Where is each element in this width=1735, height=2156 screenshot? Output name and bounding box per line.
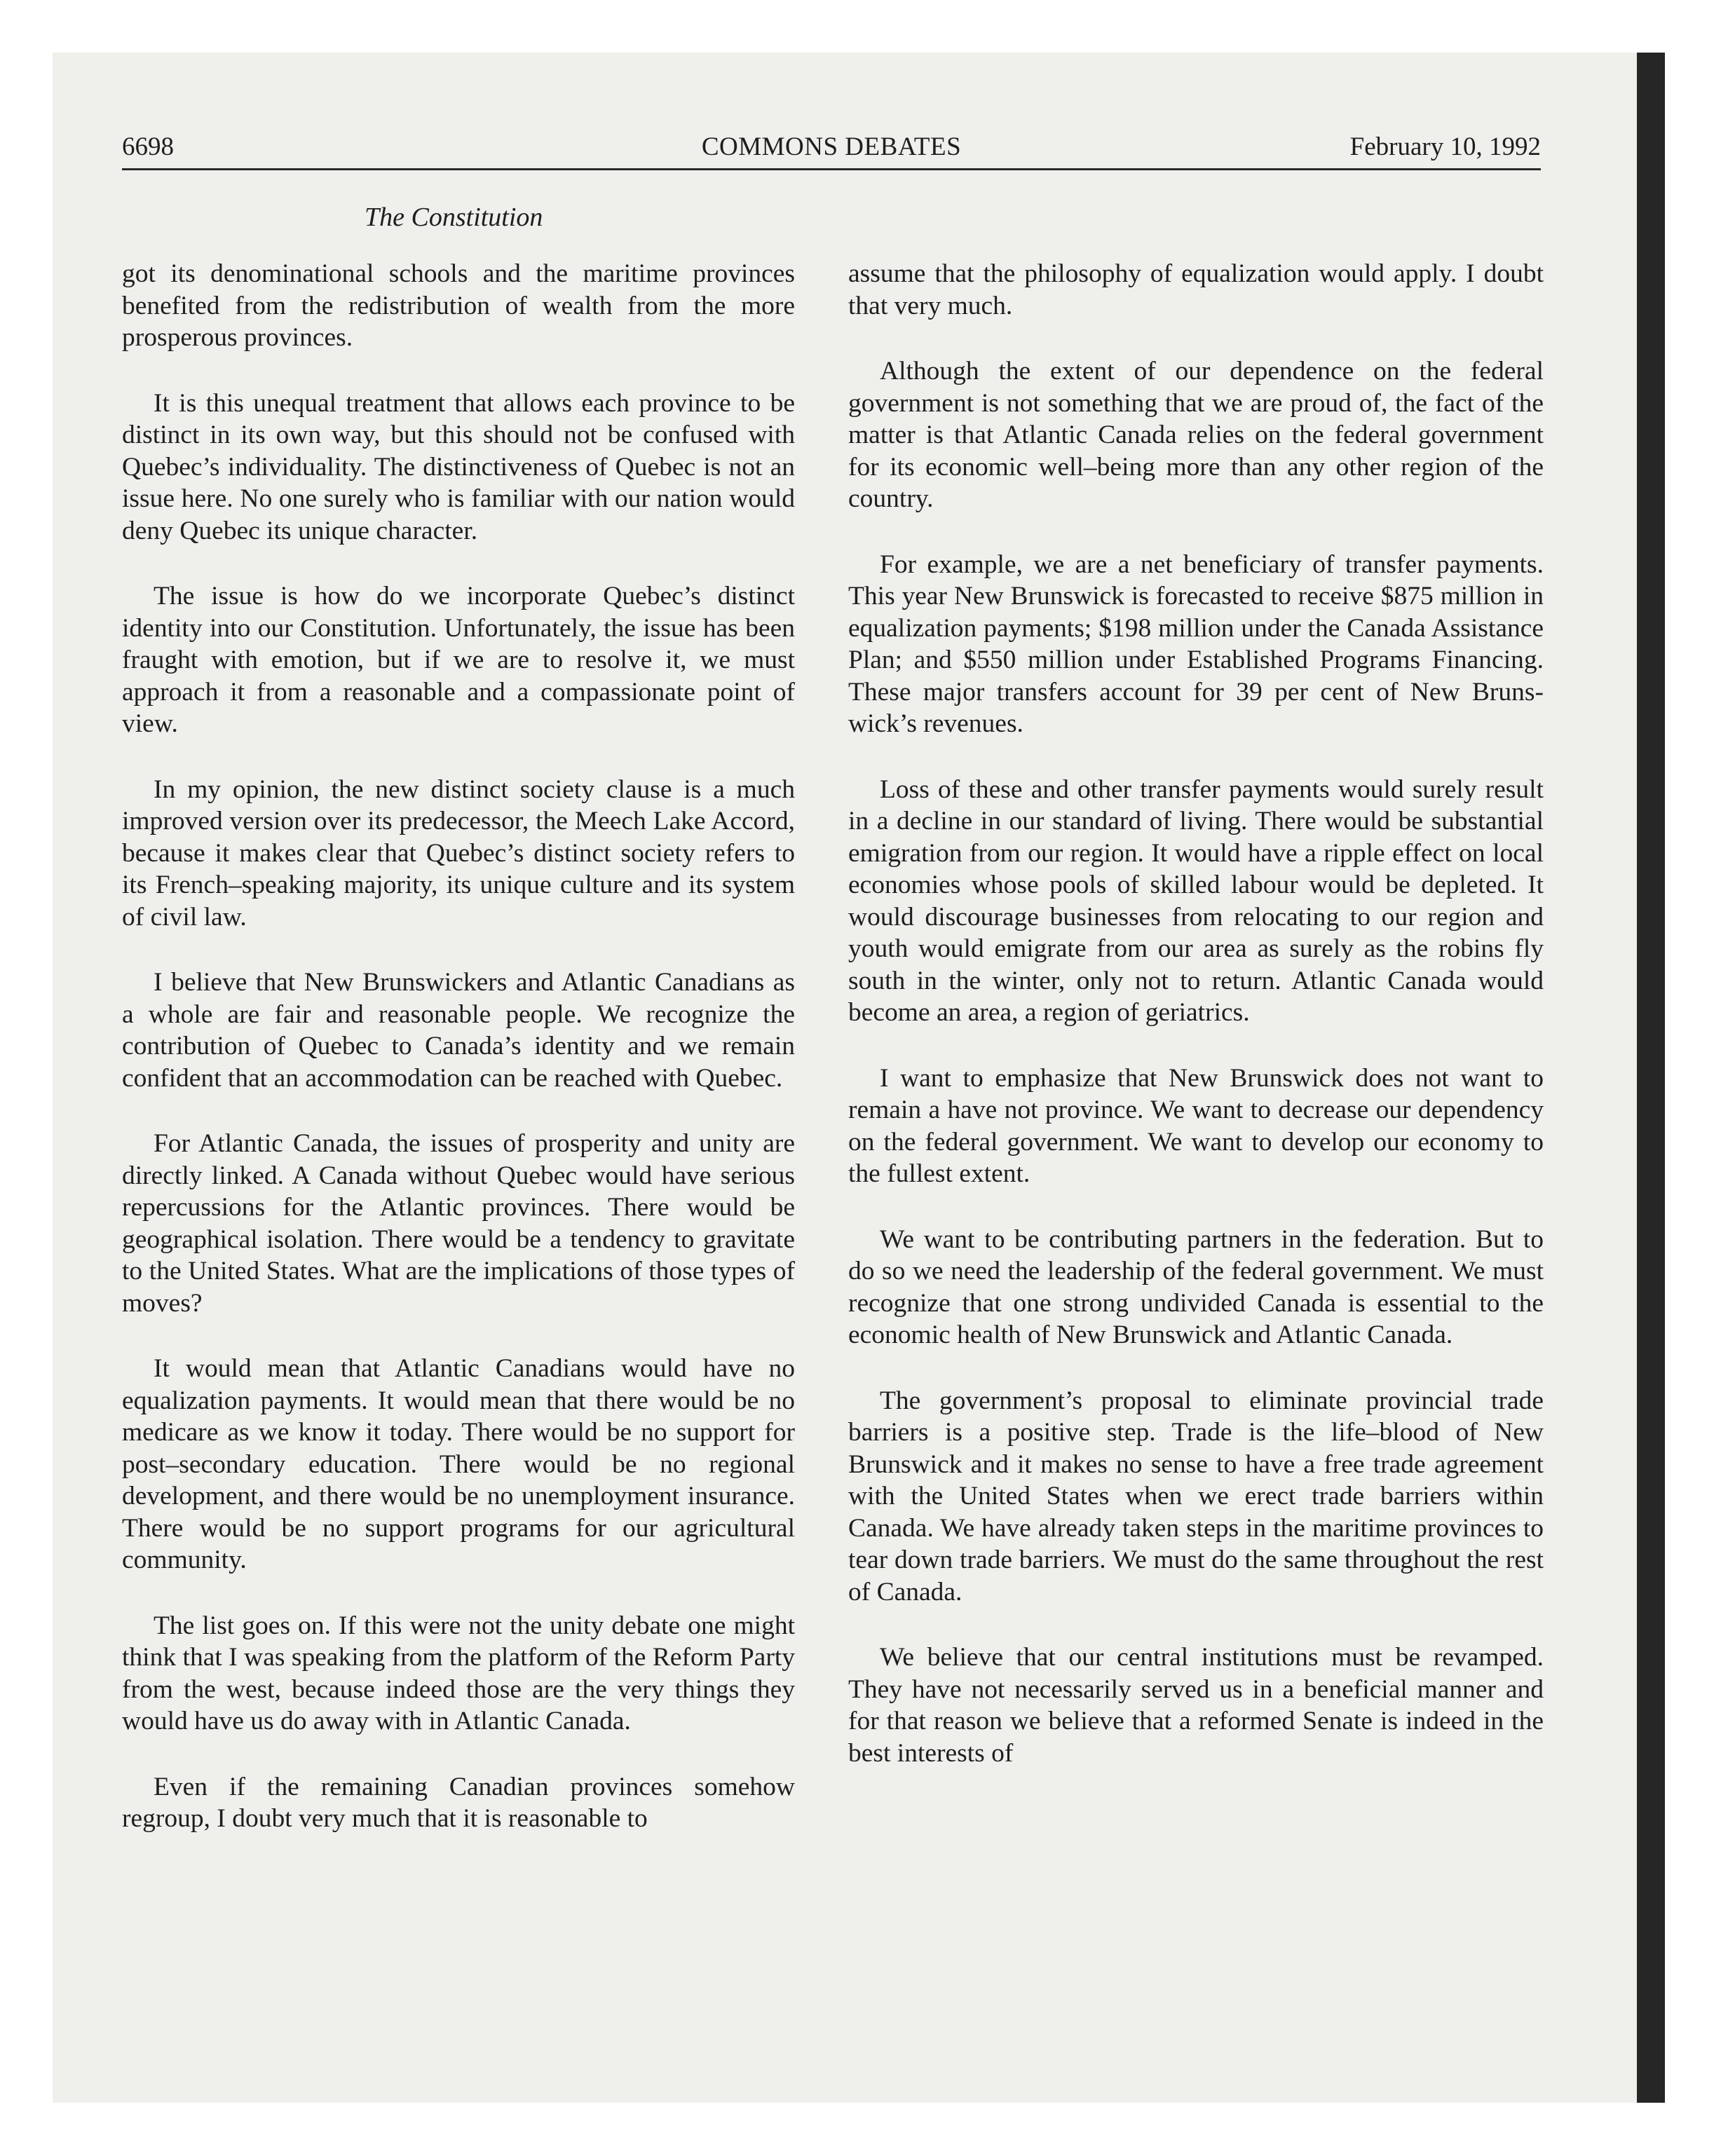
paragraph: I believe that New Brunswickers and Atlantic Canadians as a whole are fair and reasonable people. We recognize the contribution of Quebec to Canada’s identity and we remain confident that an accommodation can be reached with Quebec.	[122, 968, 795, 1093]
paragraph: In my opinion, the new distinct society clause is a much improved version over its predecessor, the Meech Lake Accord, because it makes clear that Quebec’s distinct society refers to its French–speaking majority, its unique culture and its system of civil law.	[122, 775, 795, 932]
paragraph: For example, we are a net beneficiary of transfer payments. This year New Brunswick is forecasted to receive $875 million in equalization payments; $198 million under the Canada Assistance Plan; and $550 million under Established Programs Financing. These major transfers account for 39 per cent of New Brunswick’s revenues.	[848, 550, 1544, 738]
scan-edge-shadow	[1637, 53, 1665, 2103]
paragraph: For Atlantic Canada, the issues of prosperity and unity are directly linked. A Canada without Quebec would have serious repercussions for the Atlantic provinces. There would be geographical isolation. There would be a tendency to gravitate to the United States. What are the implications of those types of moves?	[122, 1129, 795, 1318]
page-number: 6698	[122, 132, 174, 161]
right-column	[848, 258, 1544, 1769]
paragraph: We believe that our central institutions must be revamped. They have not necessarily served us in a beneficial manner and for that reason we believe that a reformed Senate is indeed in the best interests of	[848, 1643, 1544, 1768]
paragraph: Although the extent of our dependence on the federal government is not something that we are proud of, the fact of the matter is that Atlantic Canada relies on the federal government for its economic well–being more than any other region of the country.	[848, 357, 1544, 513]
paragraph: got its denominational schools and the maritime provinces benefited from the redistribution of wealth from the more prosperous provinces.	[122, 259, 795, 352]
paragraph: assume that the philosophy of equalization would apply. I doubt that very much.	[848, 259, 1544, 320]
paragraph: The government’s proposal to eliminate provincial trade barriers is a positive step. Trade is the life–blood of New Brunswick and it makes no sense to have a free trade agreement with the United States when we erect trade barriers within Canada. We have already taken steps in the maritime provinces to tear down trade barriers. We must do the same throughout the rest of Canada.	[848, 1386, 1544, 1606]
publication-title: COMMONS DEBATES	[701, 132, 962, 161]
paragraph: Loss of these and other transfer payments would surely result in a decline in our standard of living. There would be substantial emigration from our region. It would have a ripple effect on local economies whose pools of skilled labour would be depleted. It would discourage businesses from relocating to our region and youth would emigrate from our area as surely as the robins fly south in the winter, only not to return. Atlantic Canada would become an area, a region of geriatrics.	[848, 775, 1544, 1027]
paragraph: It is this unequal treatment that allows each province to be distinct in its own way, but this should not be confused with Quebec’s individuality. The distinctiveness of Quebec is not an issue here. No one surely who is familiar with our nation would deny Quebec its unique character.	[122, 388, 795, 545]
section-heading: The Constitution	[365, 203, 543, 232]
page-header	[122, 132, 1541, 170]
paragraph: The list goes on. If this were not the unity debate one might think that I was speaking from the platform of the Reform Party from the west, because indeed those are the very things they would have us do away with in Atlantic Canada.	[122, 1611, 795, 1735]
paragraph: It would mean that Atlantic Canadians would have no equalization payments. It would mean that there would be no medicare as we know it today. There would be no support for post–secondary education. There would be no regional development, and there would be no unemployment insurance. There would be no support programs for our agricultural community.	[122, 1354, 795, 1574]
left-column	[122, 258, 795, 1835]
paragraph: Even if the remaining Canadian provinces somehow regroup, I doubt very much that it is reasonable to	[122, 1772, 795, 1833]
paragraph: I want to emphasize that New Brunswick does not want to remain a have not province. We want to decrease our dependency on the federal government. We want to develop our economy to the fullest extent.	[848, 1063, 1544, 1188]
paragraph: The issue is how do we incorporate Quebec’s distinct identity into our Constitution. Unfortunately, the issue has been fraught with emotion, but if we are to resolve it, we must approach it from a reasonable and a compassionate point of view.	[122, 582, 795, 738]
paragraph: We want to be contributing partners in the federation. But to do so we need the leadership of the federal government. We must recognize that one strong undivided Canada is essential to the economic health of New Brunswick and Atlantic Canada.	[848, 1224, 1544, 1349]
publication-date: February 10, 1992	[1349, 132, 1541, 161]
